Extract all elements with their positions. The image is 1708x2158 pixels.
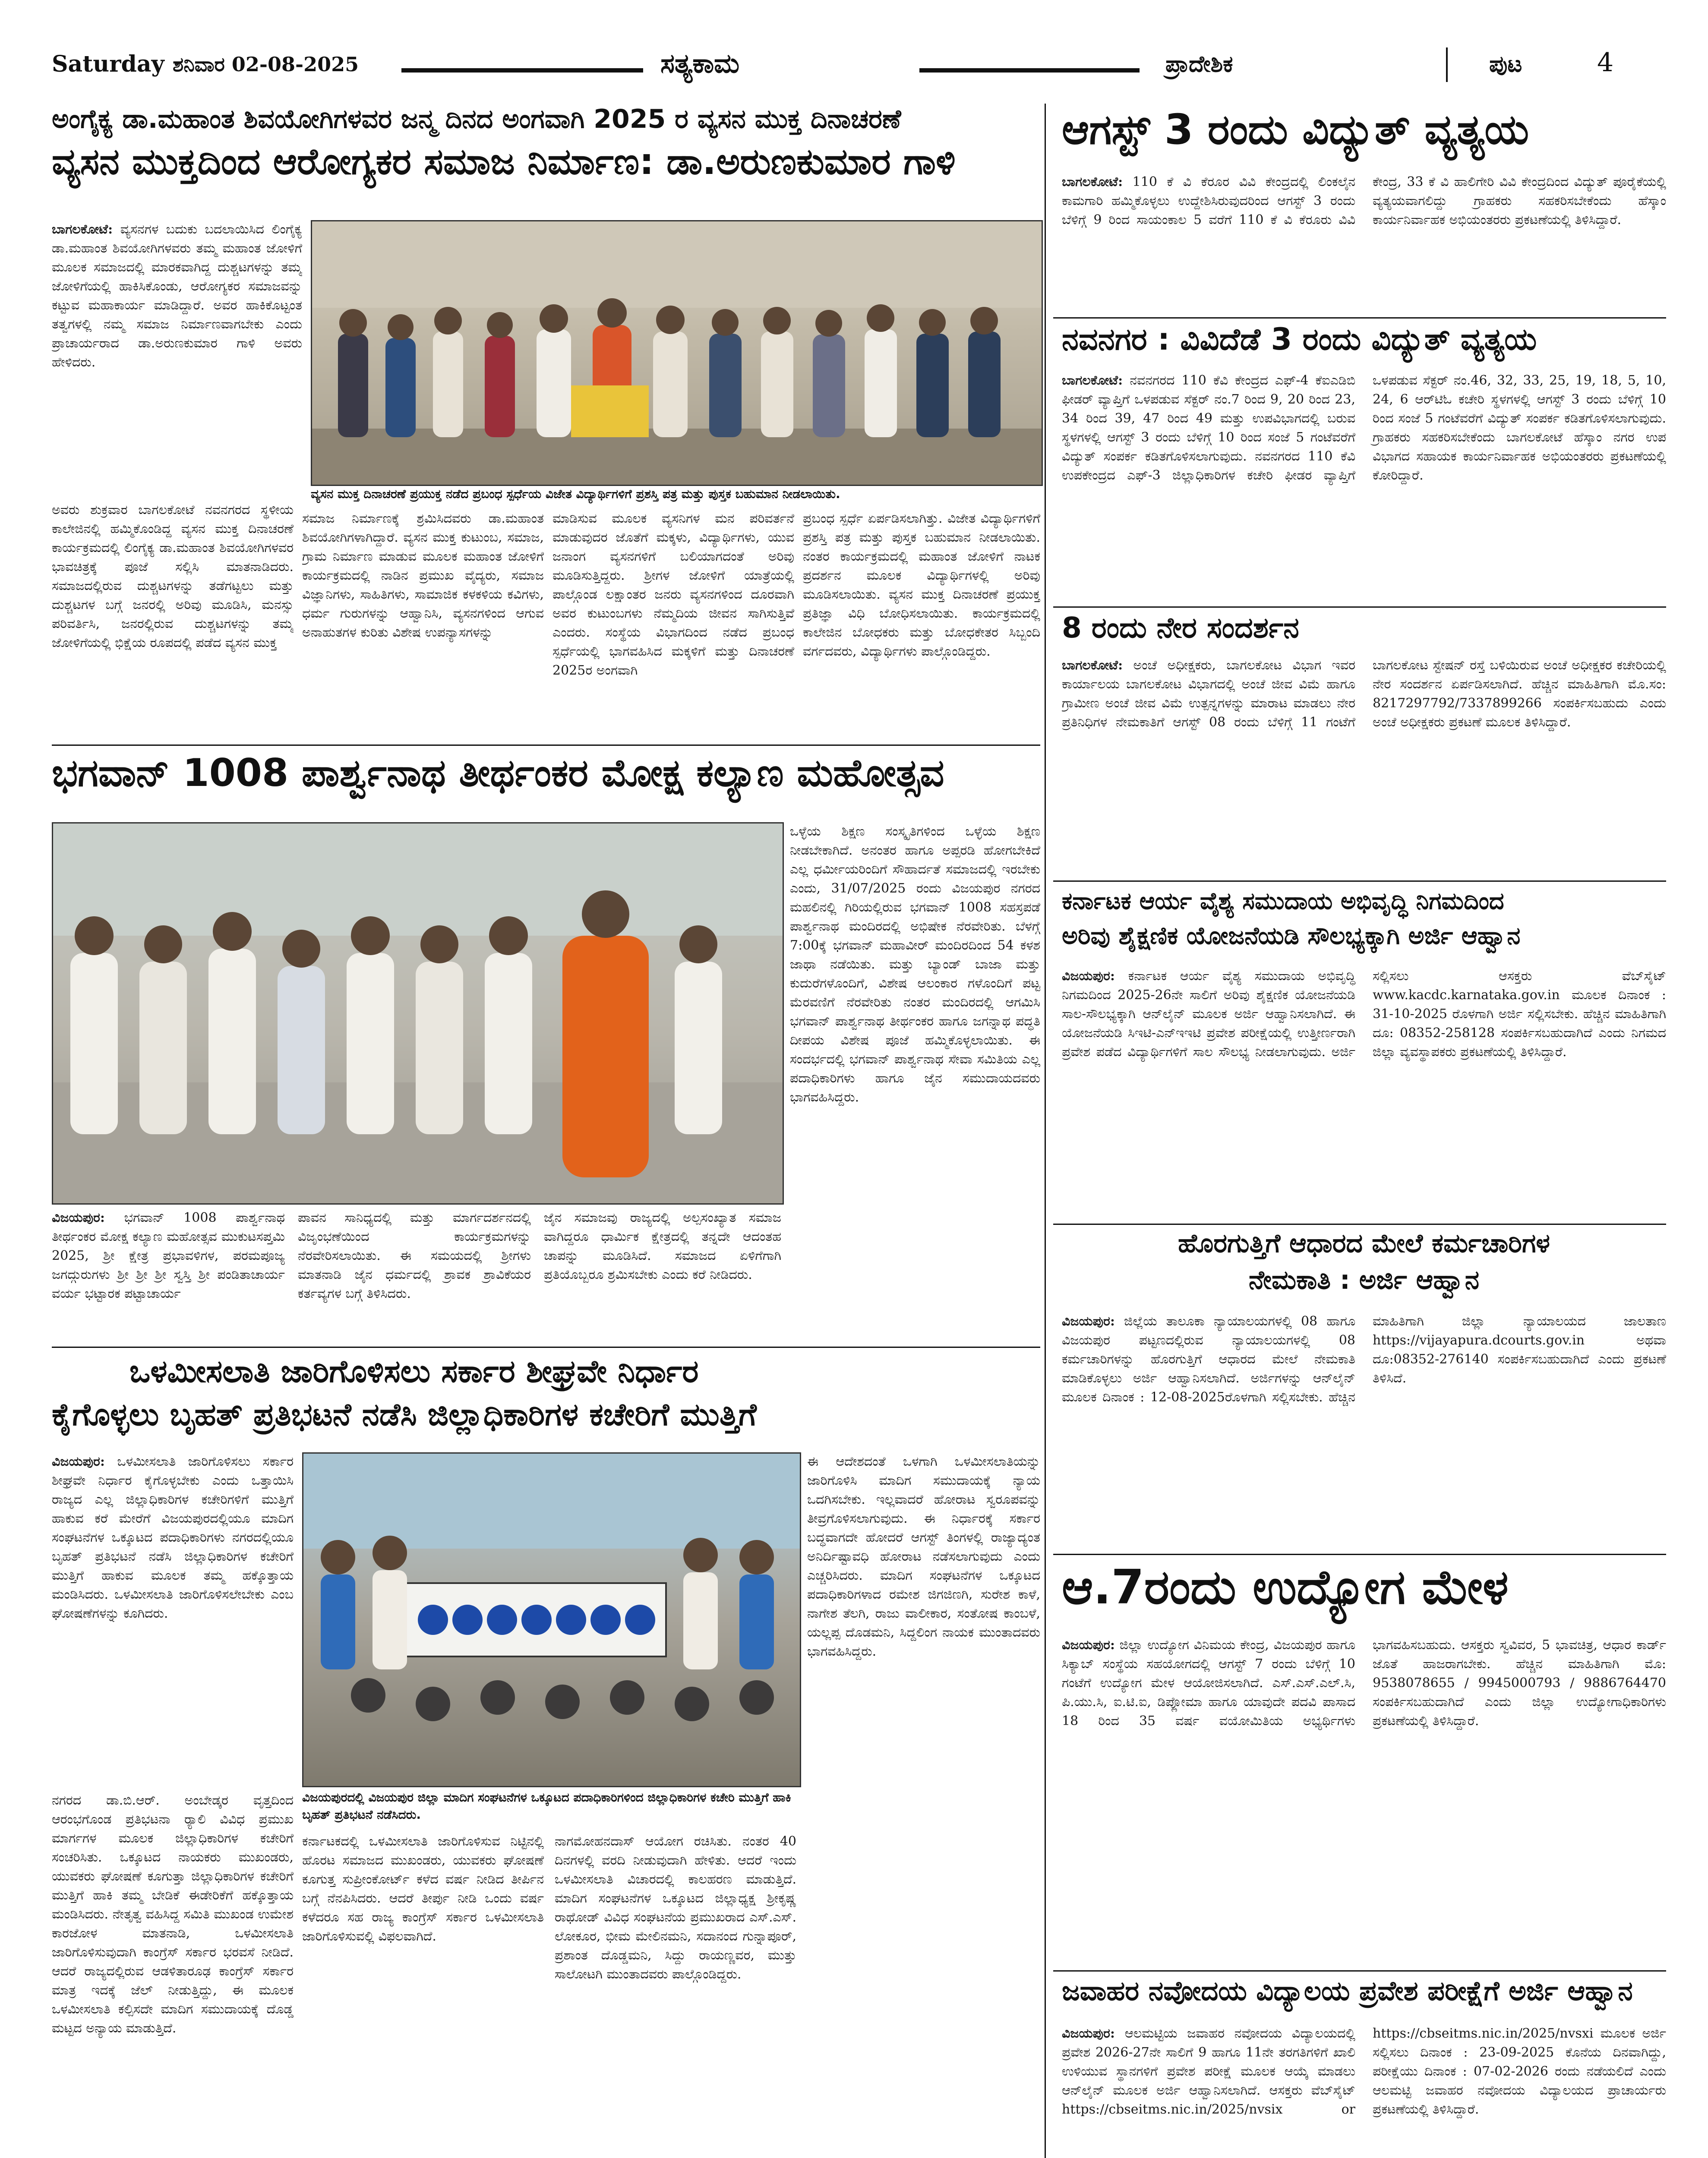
right1-headline: ಆಗಸ್ಟ್ 3 ರಂದು ವಿದ್ಯುತ್ ವ್ಯತ್ಯಯ <box>1062 105 1529 154</box>
right7-dateline: ವಿಜಯಪುರ: <box>1062 2026 1115 2041</box>
story2-col2: ಪಾವನ ಸಾನಿಧ್ಯದಲ್ಲಿ ಮತ್ತು ಮಾರ್ಗದರ್ಶನದಲ್ಲಿ ವಿಜೃಂಭಣೆಯಿಂದ ಕಾರ್ಯಕ್ರಮಗಳನ್ನು ನೆರವೇರಿಸಲಾಯಿತು. ಈ ಸಮಯದಲ್ಲಿ ಶ್ರೀಗಳು ಮಾತನಾಡಿ ಜೈನ ಧರ್ಮದಲ್ಲಿ ಶ್ರಾವಕ ಶ್ರಾವಿಕೆಯರ ಕರ್ತವ್ಯಗಳ ಬಗ್ಗೆ ತಿಳಿಸಿದರು. <box>298 1210 531 1301</box>
story3-photo-caption: ವಿಜಯಪುರದಲ್ಲಿ ವಿಜಯಪುರ ಜಿಲ್ಲಾ ಮಾದಿಗ ಸಂಘಟನೆಗಳ ಒಕ್ಕೂಟದ ಪದಾಧಿಕಾರಿಗಳಿಂದ ಜಿಲ್ಲಾಧಿಕಾರಿಗಳ ಕಚೇರಿ ಮುತ್ತಿಗೆ ಹಾಕಿ ಬೃಹತ್ ಪ್ರತಿಭಟನೆ ನಡೆಸಿದರು. <box>302 1790 791 1822</box>
right3-headline: 8 ರಂದು ನೇರ ಸಂದರ್ಶನ <box>1062 611 1299 644</box>
right6-dateline: ವಿಜಯಪುರ: <box>1062 1637 1115 1653</box>
masthead-rule-left <box>401 68 643 73</box>
main-column-divider <box>1045 104 1046 2158</box>
story3-col1 <box>52 1452 294 1789</box>
right1-body <box>1062 173 1666 315</box>
story3-photo <box>302 1452 801 1787</box>
right6-body-text: ಜಿಲ್ಲಾ ಉದ್ಯೋಗ ವಿನಿಮಯ ಕೇಂದ್ರ, ವಿಜಯಪುರ ಹಾಗೂ ಸಿಕ್ಯಾಬ್ ಸಂಸ್ಥೆಯ ಸಹಯೋಗದಲ್ಲಿ ಆಗಸ್ಟ್ 7 ರಂದು ಬೆಳಿಗ್ಗೆ 10 ಗಂಟೆಗೆ ಉದ್ಯೋಗ ಮೇಳ ಆಯೋಜಿಸಲಾಗಿದೆ. ಎಸ್.ಎಸ್.ಎಲ್.ಸಿ, ಪಿ.ಯು.ಸಿ, ಐ.ಟಿ.ಐ, ಡಿಪ್ಲೋಮಾ ಹಾಗೂ ಯಾವುದೇ ಪದವಿ ಪಾಸಾದ 18 ರಿಂದ 35 ವರ್ಷ ವಯೋಮಿತಿಯ ಅಭ್ಯರ್ಥಿಗಳು ಭಾಗವಹಿಸಬಹುದು. ಆಸಕ್ತರು ಸ್ವವಿವರ, 5 ಭಾವಚಿತ್ರ, ಆಧಾರ ಕಾರ್ಡ್ ಜೊತೆ ಹಾಜರಾಗಬೇಕು. ಹೆಚ್ಚಿನ ಮಾಹಿತಿಗಾಗಿ ಮೊ: 9538078655 / 9945000793 / 9886764470 ಸಂಪರ್ಕಿಸಬಹುದಾಗಿದೆ ಎಂದು ಜಿಲ್ಲಾ ಉದ್ಯೋಗಾಧಿಕಾರಿಗಳು ಪ್ರಕಟಣೆಯಲ್ಲಿ ತಿಳಿಸಿದ್ದಾರೆ. <box>1062 1637 1666 1729</box>
right3-dateline: ಬಾಗಲಕೋಟೆ: <box>1062 658 1123 673</box>
page-number: 4 <box>1597 47 1614 78</box>
story1-photo-caption: ವ್ಯಸನ ಮುಕ್ತ ದಿನಾಚರಣೆ ಪ್ರಯುಕ್ತ ನಡೆದ ಪ್ರಬಂಧ ಸ್ಪರ್ಧೆಯ ವಿಜೇತ ವಿದ್ಯಾರ್ಥಿಗಳಿಗೆ ಪ್ರಶಸ್ತಿ ಪತ್ರ ಮತ್ತು ಪುಸ್ತಕ ಬಹುಮಾನ ನೀಡಲಾಯಿತು. <box>311 487 840 501</box>
story3-col2: ಕರ್ನಾಟಕದಲ್ಲಿ ಒಳಮೀಸಲಾತಿ ಜಾರಿಗೊಳಿಸುವ ನಿಟ್ಟಿನಲ್ಲಿ ಹೊರಟ ಸಮಾಜದ ಮುಖಂಡರು, ಯುವಕರು ಘೋಷಣೆ ಕೂಗುತ್ತ ಸುಪ್ರೀಂಕೋರ್ಟ್ ಕಳೆದ ವರ್ಷ ನೀಡಿದ ತೀರ್ಪಿನ ಬಗ್ಗೆ ನೆನಪಿಸಿದರು. ಆದರೆ ತೀರ್ಪು ನೀಡಿ ಒಂದು ವರ್ಷ ಕಳೆದರೂ ಸಹ ರಾಜ್ಯ ಕಾಂಗ್ರೆಸ್ ಸರ್ಕಾರ ಒಳಮೀಸಲಾತಿ ಜಾರಿಗೊಳಿಸುವಲ್ಲಿ ವಿಫಲವಾಗಿದೆ. <box>302 1834 544 1944</box>
right4-headline-line2: ಅರಿವು ಶೈಕ್ಷಣಿಕ ಯೋಜನೆಯಡಿ ಸೌಲಭ್ಯಕ್ಕಾಗಿ ಅರ್ಜಿ ಆಹ್ವಾನ <box>1062 922 1521 950</box>
story2-dateline: ವಿಜಯಪುರ: <box>52 1210 105 1225</box>
right4-body-text: ಕರ್ನಾಟಕ ಆರ್ಯ ವೈಶ್ಯ ಸಮುದಾಯ ಅಭಿವೃದ್ಧಿ ನಿಗಮದಿಂದ 2025-26ನೇ ಸಾಲಿಗೆ ಅರಿವು ಶೈಕ್ಷಣಿಕ ಯೋಜನೆಯಡಿ ಸಾಲ-ಸೌಲಭ್ಯಕ್ಕಾಗಿ ಆನ್‌ಲೈನ್ ಮೂಲಕ ಅರ್ಜಿ ಆಹ್ವಾನಿಸಲಾಗಿದೆ. ಈ ಯೋಜನೆಯಡಿ ಸಿಇಟಿ-ಎನ್‌ಇಇಟಿ ಪ್ರವೇಶ ಪರೀಕ್ಷೆಯಲ್ಲಿ ಉತ್ತೀರ್ಣರಾಗಿ ಪ್ರವೇಶ ಪಡೆದ ವಿದ್ಯಾರ್ಥಿಗಳಿಗೆ ಸಾಲ ಸೌಲಭ್ಯ ನೀಡಲಾಗುವುದು. ಅರ್ಜಿ ಸಲ್ಲಿಸಲು ಆಸಕ್ತರು ವೆಬ್‌ಸೈಟ್ www.kacdc.karnataka.gov.in ಮೂಲಕ ದಿನಾಂಕ : 31-10-2025 ರೊಳಗಾಗಿ ಅರ್ಜಿ ಸಲ್ಲಿಸಬೇಕು. ಹೆಚ್ಚಿನ ಮಾಹಿತಿಗಾಗಿ ದೂ: 08352-258128 ಸಂಪರ್ಕಿಸಬಹುದಾಗಿದೆ ಎಂದು ನಿಗಮದ ಜಿಲ್ಲಾ ವ್ಯವಸ್ಥಾಪಕರು ಪ್ರಕಟಣೆಯಲ್ಲಿ ತಿಳಿಸಿದ್ದಾರೆ. <box>1062 969 1666 1060</box>
story1-dateline: ಬಾಗಲಕೋಟೆ: <box>52 222 113 237</box>
right1-body-text: 110 ಕೆ ವಿ ಕೆರೂರ ವಿವಿ ಕೇಂದ್ರದಲ್ಲಿ ಲಿಂಕಲೈನ ಕಾಮಗಾರಿ ಹಮ್ಮಿಕೊಳ್ಳಲು ಉದ್ದೇಶಿಸಿರುವುದರಿಂದ ಆಗಸ್ಟ್ 3 ರಂದು ಬೆಳಿಗ್ಗೆ 9 ರಿಂದ ಸಾಯಂಕಾಲ 5 ವರೆಗೆ 110 ಕೆ ವಿ ಕೆರೂರು ವಿವಿ ಕೇಂದ್ರ, 33 ಕೆ ವಿ ಹಾಲಿಗೇರಿ ವಿವಿ ಕೇಂದ್ರದಿಂದ ವಿದ್ಯುತ್ ಪೂರೈಕೆಯಲ್ಲಿ ವ್ಯತ್ಯಯವಾಗಲಿದ್ದು ಗ್ರಾಹಕರು ಸಹಕರಿಸಬೇಕೆಂದು ಹೆಸ್ಕಾಂ ಕಾರ್ಯನಿರ್ವಾಹಕ ಅಭಿಯಂತರರು ಪ್ರಕಟಣೆಯಲ್ಲಿ ತಿಳಿಸಿದ್ದಾರೆ. <box>1062 174 1666 227</box>
right1-bottom-rule <box>1053 317 1666 319</box>
right5-body-text: ಜಿಲ್ಲೆಯ ತಾಲೂಕಾ ನ್ಯಾಯಾಲಯಗಳಲ್ಲಿ 08 ಹಾಗೂ ವಿಜಯಪುರ ಪಟ್ಟಣದಲ್ಲಿರುವ ನ್ಯಾಯಾಲಯಗಳಲ್ಲಿ 08 ಕರ್ಮಚಾರಿಗಳನ್ನು ಹೊರಗುತ್ತಿಗೆ ಆಧಾರದ ಮೇಲೆ ನೇಮಕಾತಿ ಮಾಡಿಕೊಳ್ಳಲು ಅರ್ಜಿ ಆಹ್ವಾನಿಸಲಾಗಿದೆ. ಅರ್ಜಿಗಳನ್ನು ಆನ್‌ಲೈನ್ ಮೂಲಕ ದಿನಾಂಕ : 12-08-2025ರೊಳಗಾಗಿ ಸಲ್ಲಿಸಬೇಕು. ಹೆಚ್ಚಿನ ಮಾಹಿತಿಗಾಗಿ ಜಿಲ್ಲಾ ನ್ಯಾಯಾಲಯದ ಜಾಲತಾಣ https://vijayapura.dcourts.gov.in ಅಥವಾ ದೂ:08352-276140 ಸಂಪರ್ಕಿಸಬಹುದಾಗಿದೆ ಎಂದು ಪ್ರಕಟಣೆ ತಿಳಿಸಿದೆ. <box>1062 1314 1666 1405</box>
story1-col4: ಪ್ರಬಂಧ ಸ್ಪರ್ಧೆ ಏರ್ಪಡಿಸಲಾಗಿತ್ತು. ವಿಜೇತ ವಿದ್ಯಾರ್ಥಿಗಳಿಗೆ ಪ್ರಶಸ್ತಿ ಪತ್ರ ಮತ್ತು ಪುಸ್ತಕ ಬಹುಮಾನ ನೀಡಲಾಯಿತು. ನಂತರ ಕಾರ್ಯಕ್ರಮದಲ್ಲಿ ಮಹಾಂತ ಜೋಳಿಗೆ ನಾಟಕ ಪ್ರದರ್ಶನ ಮೂಲಕ ವಿದ್ಯಾರ್ಥಿಗಳಲ್ಲಿ ಅರಿವು ಮೂಡಿಸಲಾಯಿತು. ವ್ಯಸನ ಮುಕ್ತ ದಿನಾಚರಣೆ ಪ್ರಯುಕ್ತ ಪ್ರತಿಜ್ಞಾ ವಿಧಿ ಬೋಧಿಸಲಾಯಿತು. ಕಾರ್ಯಕ್ರಮದಲ್ಲಿ ಕಾಲೇಜಿನ ಬೋಧಕರು ಮತ್ತು ಬೋಧಕೇತರ ಸಿಬ್ಬಂದಿ ವರ್ಗದವರು, ವಿದ್ಯಾರ್ಥಿಗಳು ಪಾಲ್ಗೊಂಡಿದ್ದರು. <box>803 511 1040 659</box>
story2-col-right: ಒಳ್ಳೆಯ ಶಿಕ್ಷಣ ಸಂಸ್ಕೃತಿಗಳಿಂದ ಒಳ್ಳೆಯ ಶಿಕ್ಷಣ ನೀಡಬೇಕಾಗಿದೆ. ಅನಂತರ ಹಾಗೂ ಅಪ್ಪರಡಿ ಹೋಗಬೇಕಿದೆ ಎಲ್ಲ ಧರ್ಮೀಯರಿಂದಿಗೆ ಸೌಹಾರ್ದತೆ ಸಮಾಜದಲ್ಲಿ ಇರಬೇಕು ಎಂದು, 31/07/2025 ರಂದು ವಿಜಯಪುರ ನಗರದ ಮಹಲಿನಲ್ಲಿ ಗಿರಿಯಲ್ಲಿರುವ ಭಗವಾನ್ 1008 ಸಹಸ್ರಪಡೆ ಪಾರ್ಶ್ವನಾಥ ಮಂದಿರದಲ್ಲಿ ಅಭಿಷೇಕ ನೆರವೇರಿತು. ಬೆಳಗ್ಗೆ 7:00ಕ್ಕೆ ಭಗವಾನ್ ಮಹಾವೀರ್ ಮಂದಿರದಿಂದ 54 ಕಳಶ ಜಾಥಾ ನಡೆಯಿತು. ಮತ್ತು ಬ್ಯಾಂಡ್ ಬಾಜಾ ಮತ್ತು ಕುದುರೆಗಳೊಂದಿಗೆ, ವಿಶೇಷ ಆಲಂಕಾರ ಗಳೊಂದಿಗೆ ಪಟ್ಟ ಮೆರವಣಿಗೆ ನೆರವೇರಿತು ನಂತರ ಮಂದಿರದಲ್ಲಿ ಆಗಮಿಸಿ ಭಗವಾನ್ ಪಾರ್ಶ್ವನಾಥ ತೀರ್ಥಂಕರ ಹಾಗೂ ಜಗನ್ನಾಥ ಪದ್ಧತಿ ದೀಪಯ ವಿಶೇಷ ಪೂಜೆ ಹಮ್ಮಿಕೊಳ್ಳಲಾಯಿತು. ಈ ಸಂದರ್ಭದಲ್ಲಿ ಭಗವಾನ್ ಪಾರ್ಶ್ವನಾಥ ಸೇವಾ ಸಮಿತಿಯ ಎಲ್ಲ ಪದಾಧಿಕಾರಿಗಳು ಹಾಗೂ ಜೈನ ಸಮುದಾಯದವರು ಭಾಗವಹಿಸಿದ್ದರು. <box>790 824 1040 1105</box>
story3-col1-text: ಒಳಮೀಸಲಾತಿ ಜಾರಿಗೊಳಿಸಲು ಸರ್ಕಾರ ಶೀಘ್ರವೇ ನಿರ್ಧಾರ ಕೈಗೊಳ್ಳಬೇಕು ಎಂದು ಒತ್ತಾಯಿಸಿ ರಾಜ್ಯದ ಎಲ್ಲ ಜಿಲ್ಲಾಧಿಕಾರಿಗಳ ಕಚೇರಿಗಳಿಗೆ ಮುತ್ತಿಗೆ ಹಾಕುವ ಕರೆ ಮೇರೆಗೆ ವಿಜಯಪುರದಲ್ಲಿಯೂ ಮಾದಿಗ ಸಂಘಟನೆಗಳ ಒಕ್ಕೂಟದ ಪದಾಧಿಕಾರಿಗಳು ನಗರದಲ್ಲಿಯೂ ಬೃಹತ್ ಪ್ರತಿಭಟನೆ ನಡೆಸಿ ಜಿಲ್ಲಾಧಿಕಾರಿಗಳ ಕಚೇರಿಗೆ ಮುತ್ತಿಗೆ ಹಾಕುವ ಮೂಲಕ ತಮ್ಮ ಹಕ್ಕೊತ್ತಾಯ ಮಂಡಿಸಿದರು. ಒಳಮೀಸಲಾತಿ ಜಾರಿಗೊಳಿಸಲೇಬೇಕು ಎಂಬ ಘೋಷಣೆಗಳನ್ನು ಕೂಗಿದರು. <box>52 1454 294 1621</box>
story3-headline-line1: ಒಳಮೀಸಲಾತಿ ಜಾರಿಗೊಳಿಸಲು ಸರ್ಕಾರ ಶೀಘ್ರವೇ ನಿರ್ಧಾರ <box>129 1353 699 1389</box>
right2-body <box>1062 371 1666 630</box>
right5-bottom-rule <box>1053 1554 1666 1555</box>
paper-name: ಸತ್ಯಕಾಮ <box>660 47 740 79</box>
story3-col1b: ನಗರದ ಡಾ.ಬಿ.ಆರ್. ಅಂಬೇಡ್ಕರ ವೃತ್ತದಿಂದ ಆರಂಭಗೊಂಡ ಪ್ರತಿಭಟನಾ ರ‍್ಯಾಲಿ ವಿವಿಧ ಪ್ರಮುಖ ಮಾರ್ಗಗಳ ಮೂಲಕ ಜಿಲ್ಲಾಧಿಕಾರಿಗಳ ಕಚೇರಿಗೆ ಸಂಚರಿಸಿತು. ಒಕ್ಕೂಟದ ನಾಯಕರು ಮುಖಂಡರು, ಯುವಕರು ಘೋಷಣೆ ಕೂಗುತ್ತಾ ಜಿಲ್ಲಾಧಿಕಾರಿಗಳ ಕಚೇರಿಗೆ ಮುತ್ತಿಗೆ ಹಾಕಿ ತಮ್ಮ ಬೇಡಿಕೆ ಈಡೇರಿಕೆಗೆ ಹಕ್ಕೊತ್ತಾಯ ಮಂಡಿಸಿದರು. ನೇತೃತ್ವ ವಹಿಸಿದ್ದ ಸಮಿತಿ ಮುಖಂಡ ಉಮೇಶ ಕಾರಜೋಳ ಮಾತನಾಡಿ, ಒಳಮೀಸಲಾತಿ ಜಾರಿಗೊಳಿಸುವುದಾಗಿ ಕಾಂಗ್ರೆಸ್ ಸರ್ಕಾರ ಭರವಸೆ ನೀಡಿದೆ. ಆದರೆ ರಾಜ್ಯದಲ್ಲಿರುವ ಆಡಳಿತಾರೂಢ ಕಾಂಗ್ರೆಸ್ ಸರ್ಕಾರ ಮಾತ್ರ ಇದಕ್ಕೆ ಜೆಲ್ ನೀಡುತ್ತಿದ್ದು, ಈ ಮೂಲಕ ಒಳಮೀಸಲಾತಿ ಕಲ್ಪಿಸದೇ ಮಾದಿಗ ಸಮುದಾಯಕ್ಕೆ ದೊಡ್ಡ ಮಟ್ಟದ ಅನ್ಯಾಯ ಮಾಡುತ್ತಿದೆ. <box>52 1793 294 2036</box>
right7-body <box>1062 2024 1666 2158</box>
story3-dateline: ವಿಜಯಪುರ: <box>52 1454 105 1469</box>
right4-dateline: ವಿಜಯಪುರ: <box>1062 969 1115 984</box>
story3-headline-line2: ಕೈಗೊಳ್ಳಲು ಬೃಹತ್ ಪ್ರತಿಭಟನೆ ನಡೆಸಿ ಜಿಲ್ಲಾಧಿಕಾರಿಗಳ ಕಚೇರಿಗೆ ಮುತ್ತಿಗೆ <box>52 1396 757 1432</box>
story1-kicker: ಅಂಗೈಕ್ಯ ಡಾ.ಮಹಾಂತ ಶಿವಯೋಗಿಗಳವರ ಜನ್ಮ ದಿನದ ಅಂಗವಾಗಿ 2025 ರ ವ್ಯಸನ ಮುಕ್ತ ದಿನಾಚರಣೆ <box>52 104 901 134</box>
right2-headline: ನವನಗರ : ವಿವಿದೆಡೆ 3 ರಂದು ವಿದ್ಯುತ್ ವ್ಯತ್ಯಯ <box>1062 322 1537 357</box>
masthead-rule-right <box>919 68 1140 73</box>
right5-headline-line2: ನೇಮಕಾತಿ : ಅರ್ಜಿ ಆಹ್ವಾನ <box>1248 1265 1480 1295</box>
story3-col4: ಈ ಆದೇಶದಂತೆ ಒಳಗಾಗಿ ಒಳಮೀಸಲಾತಿಯನ್ನು ಜಾರಿಗೊಳಿಸಿ ಮಾದಿಗ ಸಮುದಾಯಕ್ಕೆ ನ್ಯಾಯ ಒದಗಿಸಬೇಕು. ಇಲ್ಲವಾದರೆ ಹೋರಾಟ ಸ್ವರೂಪವನ್ನು ತೀವ್ರಗೊಳಿಸಲಾಗುವುದು. ಈ ನಿರ್ಧಾರಕ್ಕೆ ಸರ್ಕಾರ ಬದ್ಧವಾಗದೇ ಹೋದರೆ ಆಗಸ್ಟ್ ತಿಂಗಳಲ್ಲಿ ರಾಜ್ಯಾದ್ಯಂತ ಅನಿರ್ದಿಷ್ಟಾವಧಿ ಹೋರಾಟ ನಡೆಸಲಾಗುವುದು ಎಂದು ಎಚ್ಚರಿಸಿದರು. ಮಾದಿಗ ಸಂಘಟನೆಗಳ ಒಕ್ಕೂಟದ ಪದಾಧಿಕಾರಿಗಳಾದ ರಮೇಶ ಜಿಗಜಿಣಗಿ, ಸುರೇಶ ಕಾಳೆ, ನಾಗೇಶ ತೆಲಗಿ, ರಾಜು ವಾಲೀಕಾರ, ಸಂತೋಷ ಕಾಂಬಳೆ, ಯಲ್ಲಪ್ಪ ದೊಡಮನಿ, ಸಿದ್ದಲಿಂಗ ನಾಯಕ ಮುಂತಾದವರು ಭಾಗವಹಿಸಿದ್ದರು. <box>807 1454 1040 1659</box>
right3-bottom-rule <box>1053 880 1666 882</box>
right6-headline: ಆ.7ರಂದು ಉದ್ಯೋಗ ಮೇಳ <box>1062 1559 1509 1615</box>
right2-dateline: ಬಾಗಲಕೋಟೆ: <box>1062 373 1123 388</box>
story1-bottom-rule <box>52 745 1040 746</box>
story1-lead <box>52 220 302 492</box>
right4-headline-line1: ಕರ್ನಾಟಕ ಆರ್ಯ ವೈಶ್ಯ ಸಮುದಾಯ ಅಭಿವೃದ್ಧಿ ನಿಗಮದಿಂದ <box>1062 887 1504 915</box>
right4-bottom-rule <box>1053 1224 1666 1225</box>
right6-bottom-rule <box>1053 1970 1666 1972</box>
section-label: ಪ್ರಾದೇಶಿಕ <box>1165 51 1233 77</box>
story2-headline: ಭಗವಾನ್ 1008 ಪಾರ್ಶ್ವನಾಥ ತೀರ್ಥಂಕರ ಮೋಕ್ಷ ಕಲ್ಯಾಣ ಮಹೋತ್ಸವ <box>52 751 944 795</box>
story2-col1 <box>52 1208 285 1338</box>
right4-body <box>1062 967 1666 1213</box>
story1-headline: ವ್ಯಸನ ಮುಕ್ತದಿಂದ ಆರೋಗ್ಯಕರ ಸಮಾಜ ನಿರ್ಮಾಣ: ಡಾ.ಅರುಣಕುಮಾರ ಗಾಳಿ <box>52 140 956 183</box>
right7-headline: ಜವಾಹರ ನವೋದಯ ವಿದ್ಯಾಲಯ ಪ್ರವೇಶ ಪರೀಕ್ಷೆಗೆ ಅರ್ಜಿ ಆಹ್ವಾನ <box>1062 1975 1633 2007</box>
right1-dateline: ಬಾಗಲಕೋಟೆ: <box>1062 174 1123 189</box>
masthead-day: Saturday <box>52 51 164 77</box>
story1-photo <box>311 220 1043 486</box>
right5-headline-line1: ಹೊರಗುತ್ತಿಗೆ ಆಧಾರದ ಮೇಲೆ ಕರ್ಮಚಾರಿಗಳ <box>1178 1228 1550 1259</box>
right5-body <box>1062 1312 1666 1545</box>
right3-body <box>1062 656 1666 872</box>
protest-photo-illustration <box>303 1454 800 1786</box>
story1-col3: ಮಾಡಿಸುವ ಮೂಲಕ ವ್ಯಸನಿಗಳ ಮನ ಪರಿವರ್ತನೆ ಮಾಡುವುದರ ಜೊತೆಗೆ ಮಕ್ಕಳು, ವಿದ್ಯಾರ್ಥಿಗಳು, ಯುವ ಜನಾಂಗ ವ್ಯಸನಗಳಿಗೆ ಬಲಿಯಾಗದಂತೆ ಅರಿವು ಮೂಡಿಸುತ್ತಿದ್ದರು. ಶ್ರೀಗಳ ಜೋಳಿಗೆ ಯಾತ್ರೆಯಲ್ಲಿ ಪಾಲ್ಗೊಂಡ ಲಕ್ಷಾಂತರ ಜನರು ವ್ಯಸನಗಳಿಂದ ದೂರವಾಗಿ ಅವರ ಕುಟುಂಬಗಳು ನೆಮ್ಮದಿಯ ಜೀವನ ಸಾಗಿಸುತ್ತಿವೆ ಎಂದರು. ಸಂಸ್ಥೆಯ ವಿಭಾಗದಿಂದ ನಡೆದ ಪ್ರಬಂಧ ಸ್ಪರ್ಧೆಯಲ್ಲಿ ಭಾಗವಹಿಸಿದ ಮಕ್ಕಳಿಗೆ ಮತ್ತು ದಿನಾಚರಣೆ 2025ರ ಅಂಗವಾಗಿ <box>552 511 794 678</box>
right6-body <box>1062 1636 1666 1964</box>
story3-col3: ನಾಗಮೋಹನದಾಸ್ ಆಯೋಗ ರಚಿಸಿತು. ನಂತರ 40 ದಿನಗಳಲ್ಲಿ ವರದಿ ನೀಡುವುದಾಗಿ ಹೇಳಿತು. ಆದರೆ ಇಂದು ಒಳಮೀಸಲಾತಿ ವಿಚಾರದಲ್ಲಿ ಕಾಲಹರಣ ಮಾಡುತ್ತಿದೆ. ಮಾದಿಗ ಸಂಘಟನೆಗಳ ಒಕ್ಕೂಟದ ಜಿಲ್ಲಾಧ್ಯಕ್ಷ ಶ್ರೀಕೃಷ್ಣ ರಾಥೋಡ್ ವಿವಿಧ ಸಂಘಟನೆಯ ಪ್ರಮುಖರಾದ ಎಸ್.ಎಸ್. ಲೋಕೂರ, ಭೀಮ ಮೇಲಿನಮನಿ, ಸದಾನಂದ ಗುನ್ನಾಪೂರ್, ಪ್ರಶಾಂತ ದೊಡ್ಡಮನಿ, ಸಿದ್ದು ರಾಯಣ್ಣವರ, ಮುತ್ತು ಸಾಲೋಟಗಿ ಮುಂತಾದವರು ಪಾಲ್ಗೊಂಡಿದ್ದರು. <box>555 1834 796 1982</box>
masthead-divider <box>1446 47 1448 82</box>
story2-col1-text: ಭಗವಾನ್ 1008 ಪಾರ್ಶ್ವನಾಥ ತೀರ್ಥಂಕರ ಮೋಕ್ಷ ಕಲ್ಯಾಣ ಮಹೋತ್ಸವ ಮುಕುಟಸಪ್ತಮಿ 2025, ಶ್ರೀ ಕ್ಷೇತ್ರ ಪ್ರಭಾವಳಿಗಳ, ಪರಮಪೂಜ್ಯ ಜಗದ್ಗುರುಗಳು ಶ್ರೀ ಶ್ರೀ ಶ್ರೀ ಸ್ವಸ್ತಿ ಶ್ರೀ ಪಂಡಿತಾಚಾರ್ಯ ವರ್ಯ ಭಟ್ಟಾರಕ ಪಟ್ಟಾಚಾರ್ಯ <box>52 1210 285 1301</box>
story1-col1: ಅವರು ಶುಕ್ರವಾರ ಬಾಗಲಕೋಟೆ ನವನಗರದ ಸ್ಥಳೀಯ ಕಾಲೇಜಿನಲ್ಲಿ ಹಮ್ಮಿಕೊಂಡಿದ್ದ ವ್ಯಸನ ಮುಕ್ತ ದಿನಾಚರಣೆ ಕಾರ್ಯಕ್ರಮದಲ್ಲಿ ಲಿಂಗೈಕ್ಯ ಡಾ.ಮಹಾಂತ ಶಿವಯೋಗಿಗಳವರ ಭಾವಚಿತ್ರಕ್ಕೆ ಪೂಜೆ ಸಲ್ಲಿಸಿ ಮಾತನಾಡಿದರು. ಸಮಾಜದಲ್ಲಿರುವ ದುಶ್ಚಟಗಳನ್ನು ತಡೆಗಟ್ಟಲು ಮತ್ತು ದುಶ್ಚಟಗಳ ಬಗ್ಗೆ ಜನರಲ್ಲಿ ಅರಿವು ಮೂಡಿಸಿ, ಮನಸ್ಸು ಪರಿವರ್ತಿಸಿ, ಜನರಲ್ಲಿರುವ ದುಶ್ಚಟಗಳನ್ನು ತಮ್ಮ ಜೋಳಿಗೆಯಲ್ಲಿ ಭಿಕ್ಷೆಯ ರೂಪದಲ್ಲಿ ಪಡೆದ ವ್ಯಸನ ಮುಕ್ತ <box>52 502 294 650</box>
story2-col3: ಜೈನ ಸಮಾಜವು ರಾಜ್ಯದಲ್ಲಿ ಅಲ್ಪಸಂಖ್ಯಾತ ಸಮಾಜ ವಾಗಿದ್ದರೂ ಧಾರ್ಮಿಕ ಕ್ಷೇತ್ರದಲ್ಲಿ ತನ್ನದೇ ಆದಂತಹ ಚಾಪನ್ನು ಮೂಡಿಸಿದೆ. ಸಮಾಜದ ಏಳಿಗೆಗಾಗಿ ಪ್ರತಿಯೊಬ್ಬರೂ ಶ್ರಮಿಸಬೇಕು ಎಂದು ಕರೆ ನೀಡಿದರು. <box>544 1210 781 1282</box>
right3-body-text: ಅಂಚೆ ಅಧೀಕ್ಷಕರು, ಬಾಗಲಕೋಟ ವಿಭಾಗ ಇವರ ಕಾರ್ಯಾಲಯ ಬಾಗಲಕೋಟ ವಿಭಾಗದಲ್ಲಿ ಅಂಚೆ ಜೀವ ವಿಮೆ ಹಾಗೂ ಗ್ರಾಮೀಣ ಅಂಚೆ ಜೀವ ವಿಮೆ ಉತ್ಪನ್ನಗಳನ್ನು ಮಾರಾಟ ಮಾಡಲು ನೇರ ಪ್ರತಿನಿಧಿಗಳ ನೇಮಕಾತಿಗೆ ಆಗಸ್ಟ್ 08 ರಂದು ಬೆಳಿಗ್ಗೆ 11 ಗಂಟೆಗೆ ಬಾಗಲಕೋಟ ಸ್ಟೇಷನ್ ರಸ್ತೆ ಬಳಿಯಿರುವ ಅಂಚೆ ಅಧೀಕ್ಷಕರ ಕಚೇರಿಯಲ್ಲಿ ನೇರ ಸಂದರ್ಶನ ಏರ್ಪಡಿಸಲಾಗಿದೆ. ಹೆಚ್ಚಿನ ಮಾಹಿತಿಗಾಗಿ ಮೊ.ಸಂ: 8217297792/7337899266 ಸಂಪರ್ಕಿಸಬಹುದು ಎಂದು ಅಂಚೆ ಅಧೀಕ್ಷಕರು ಪ್ರಕಟಣೆ ಮೂಲಕ ತಿಳಿಸಿದ್ದಾರೆ. <box>1062 658 1666 730</box>
page-label: ಪುಟ <box>1489 51 1522 77</box>
masthead-date: ಶನಿವಾರ 02-08-2025 <box>173 53 359 76</box>
right7-body-text: ಆಲಮಟ್ಟಿಯ ಜವಾಹರ ನವೋದಯ ವಿದ್ಯಾಲಯದಲ್ಲಿ ಪ್ರವೇಶ 2026-27ನೇ ಸಾಲಿಗೆ 9 ಹಾಗೂ 11ನೇ ತರಗತಿಗಳಿಗೆ ಖಾಲಿ ಉಳಿಯುವ ಸ್ಥಾನಗಳಿಗೆ ಪ್ರವೇಶ ಪರೀಕ್ಷೆ ಮೂಲಕ ಆಯ್ಕೆ ಮಾಡಲು ಆನ್‌ಲೈನ್ ಮೂಲಕ ಅರ್ಜಿ ಆಹ್ವಾನಿಸಲಾಗಿದೆ. ಆಸಕ್ತರು ವೆಬ್‌ಸೈಟ್ https://cbseitms.nic.in/2025/nvsix or https://cbseitms.nic.in/2025/nvsxi ಮೂಲಕ ಅರ್ಜಿ ಸಲ್ಲಿಸಲು ದಿನಾಂಕ : 23-09-2025 ಕೊನೆಯ ದಿನವಾಗಿದ್ದು, ಪರೀಕ್ಷೆಯು ದಿನಾಂಕ : 07-02-2026 ರಂದು ನಡೆಯಲಿದೆ ಎಂದು ಆಲಮಟ್ಟಿ ಜವಾಹರ ನವೋದಯ ವಿದ್ಯಾಲಯದ ಪ್ರಾಚಾರ್ಯರು ಪ್ರಕಟಣೆಯಲ್ಲಿ ತಿಳಿಸಿದ್ದಾರೆ. <box>1062 2026 1666 2117</box>
right5-dateline: ವಿಜಯಪುರ: <box>1062 1314 1115 1329</box>
story2-bottom-rule <box>52 1347 1040 1348</box>
right2-bottom-rule <box>1053 606 1666 608</box>
procession-photo-illustration <box>53 823 783 1203</box>
story1-lead-text: ವ್ಯಸನಗಳ ಬದುಕು ಬದಲಾಯಿಸಿದ ಲಿಂಗೈಕ್ಯ ಡಾ.ಮಹಾಂತ ಶಿವಯೋಗಿಗಳವರು ತಮ್ಮ ಮಹಾಂತ ಜೋಳಿಗೆ ಮೂಲಕ ಸಮಾಜದಲ್ಲಿ ಮಾರಕವಾಗಿದ್ದ ದುಶ್ಚಟಗಳನ್ನು ತಮ್ಮ ಜೋಳಿಗೆಯಲ್ಲಿ ಹಾಕಿಸಿಕೊಂಡು, ಆರೋಗ್ಯಕರ ಸಮಾಜವನ್ನು ಕಟ್ಟುವ ಮಹಾಕಾರ್ಯ ಮಾಡಿದ್ದಾರೆ. ಅವರ ಹಾಕಿಕೊಟ್ಟಂತ ತತ್ವಗಳಲ್ಲಿ ನಮ್ಮ ಸಮಾಜ ನಿರ್ಮಾಣವಾಗಬೇಕು ಎಂದು ಪ್ರಾಚಾರ್ಯರಾದ ಡಾ.ಅರುಣಕುಮಾರ ಗಾಳಿ ಅವರು ಹೇಳಿದರು. <box>52 222 302 370</box>
group-photo-illustration <box>312 221 1042 485</box>
right2-body-text: ನವನಗರದ 110 ಕೆವಿ ಕೇಂದ್ರದ ಎಫ್-4 ಕೆಐಎಡಿಬಿ ಫೀಡರ್ ವ್ಯಾಪ್ತಿಗೆ ಒಳಪಡುವ ಸೆಕ್ಟರ್ ನಂ.7 ರಿಂದ 9, 20 ರಿಂದ 23, 34 ರಿಂದ 39, 47 ರಿಂದ 49 ಮತ್ತು ಉಪವಿಭಾಗದಲ್ಲಿ ಬರುವ ಸ್ಥಳಗಳಲ್ಲಿ ಆಗಸ್ಟ್ 3 ರಂದು ಬೆಳಿಗ್ಗೆ 10 ರಿಂದ ಸಂಜೆ 5 ಗಂಟೆವರೆಗೆ ವಿದ್ಯುತ್ ಸಂಪರ್ಕ ಕಡಿತಗೊಳಿಸಲಾಗುವುದು. ನವನಗರದ 110 ಕೆವಿ ಉಪಕೇಂದ್ರದ ಎಫ್-3 ಜಿಲ್ಲಾಧಿಕಾರಿಗಳ ಕಚೇರಿ ಫೀಡರ ವ್ಯಾಪ್ತಿಗೆ ಒಳಪಡುವ ಸೆಕ್ಟರ್ ನಂ.46, 32, 33, 25, 19, 18, 5, 10, 24, 6 ಆರ್‌ಟಿಓ ಕಚೇರಿ ಸ್ಥಳಗಳಲ್ಲಿ ಆಗಸ್ಟ್ 3 ರಂದು ಬೆಳಿಗ್ಗೆ 10 ರಿಂದ ಸಂಜೆ 5 ಗಂಟೆವರೆಗೆ ವಿದ್ಯುತ್ ಸಂಪರ್ಕ ಕಡಿತಗೊಳಿಸಲಾಗುವುದು. ಗ್ರಾಹಕರು ಸಹಕರಿಸಬೇಕೆಂದು ಬಾಗಲಕೋಟೆ ಹೆಸ್ಕಾಂ ನಗರ ಉಪ ವಿಭಾಗದ ಸಹಾಯಕ ಕಾರ್ಯನಿರ್ವಾಹಕ ಅಭಿಯಂತರರು ಪ್ರಕಟಣೆಯಲ್ಲಿ ಕೋರಿದ್ದಾರೆ. <box>1062 373 1666 483</box>
story1-col2: ಸಮಾಜ ನಿರ್ಮಾಣಕ್ಕೆ ಶ್ರಮಿಸಿದವರು ಡಾ.ಮಹಾಂತ ಶಿವಯೋಗಿಗಳಾಗಿದ್ದಾರೆ. ವ್ಯಸನ ಮುಕ್ತ ಕುಟುಂಬ, ಸಮಾಜ, ಗ್ರಾಮ ನಿರ್ಮಾಣ ಮಾಡುವ ಮೂಲಕ ಮಹಾಂತ ಜೋಳಿಗೆ ಕಾರ್ಯಕ್ರಮದಲ್ಲಿ ನಾಡಿನ ಪ್ರಮುಖ ವೈದ್ಯರು, ಸಮಾಜ ವಿಜ್ಞಾನಿಗಳು, ಸಾಹಿತಿಗಳು, ಸಾಮಾಜಿಕ ಕಳಕಳಿಯ ಕವಿಗಳು, ಧರ್ಮ ಗುರುಗಳನ್ನು ಆಹ್ವಾನಿಸಿ, ವ್ಯಸನಗಳಿಂದ ಆಗುವ ಅನಾಹುತಗಳ ಕುರಿತು ವಿಶೇಷ ಉಪನ್ಯಾಸಗಳನ್ನು <box>302 511 544 640</box>
story2-photo <box>52 822 784 1205</box>
